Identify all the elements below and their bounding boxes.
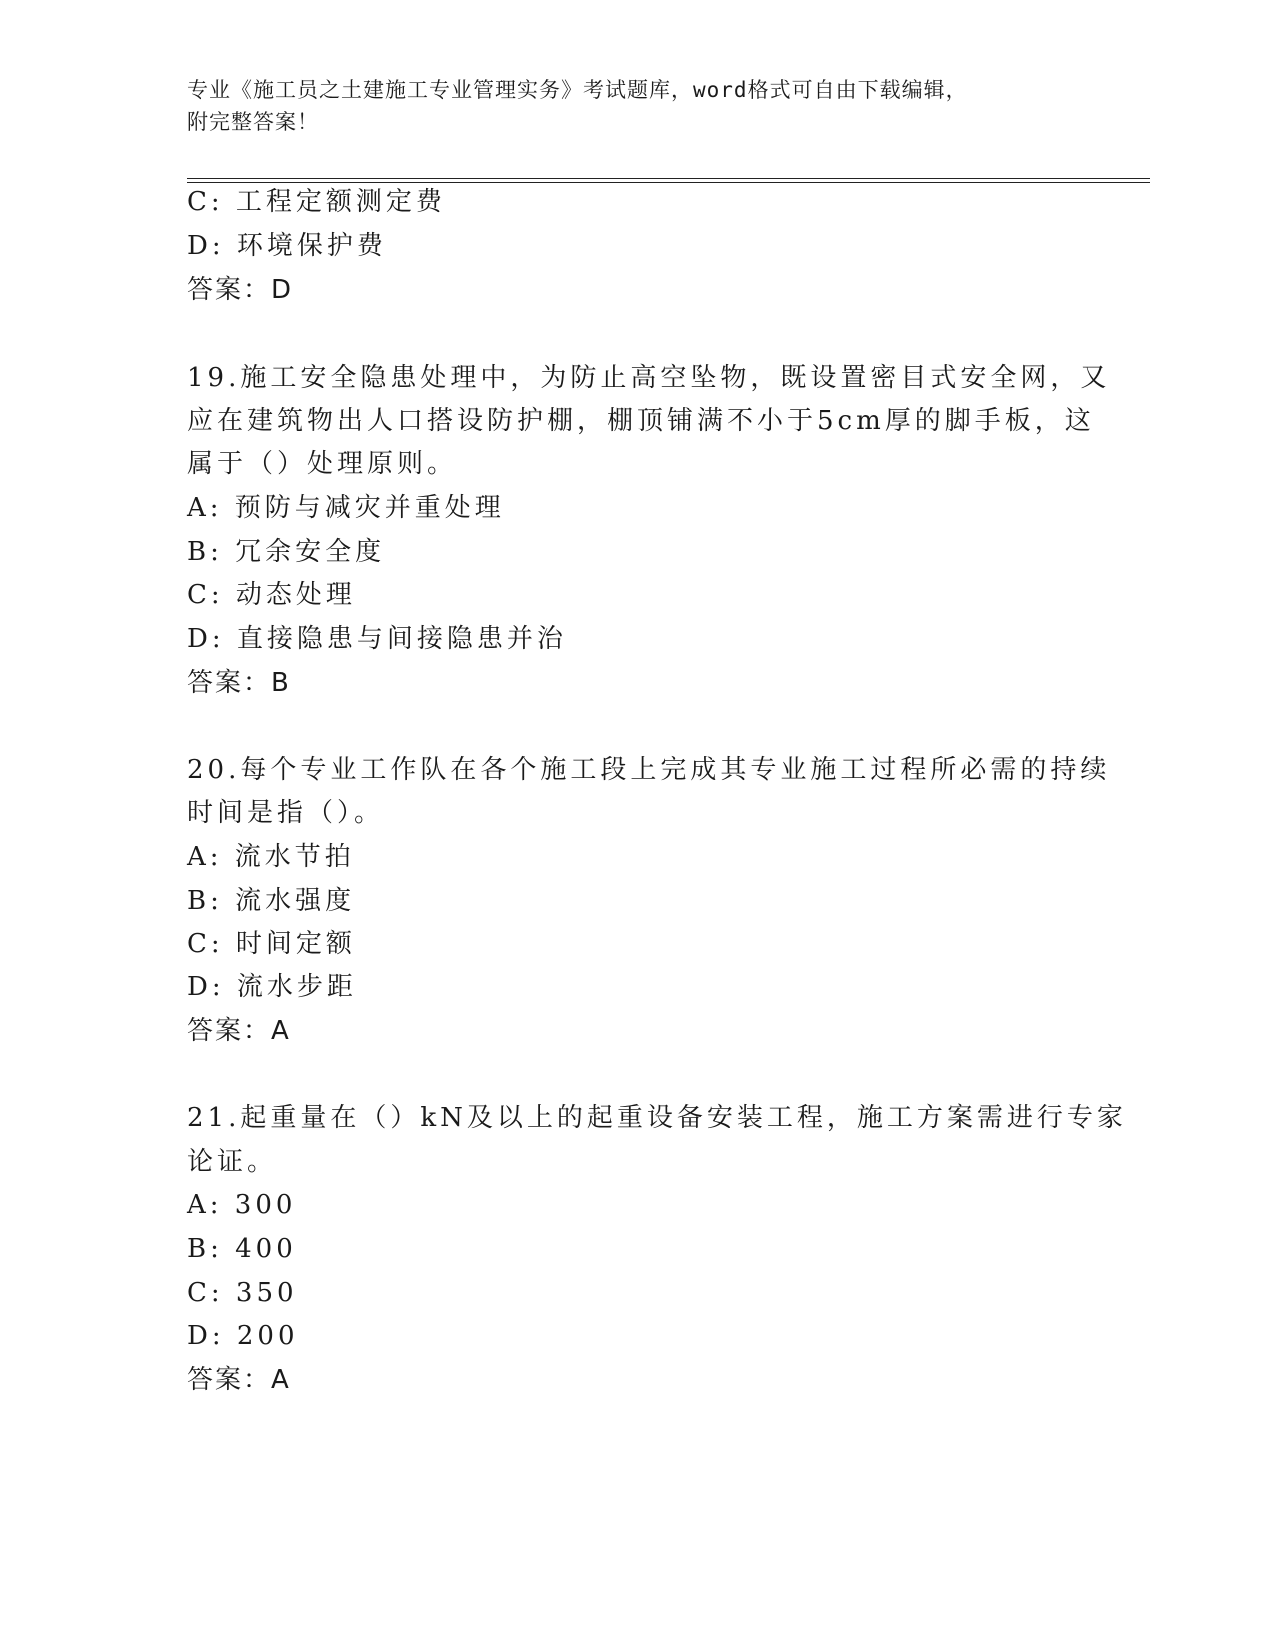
question-20-option-b: B: 流水强度 — [187, 886, 356, 916]
question-19-option-c: C: 动态处理 — [187, 580, 356, 610]
question-19-option-b: B: 冗余安全度 — [187, 537, 386, 567]
option-d: D: 环境保护费 — [187, 231, 387, 261]
question-20-answer: 答案：A — [187, 1016, 291, 1046]
header-divider — [187, 178, 1150, 183]
question-21-option-c: C: 350 — [187, 1278, 298, 1308]
question-20-option-c: C: 时间定额 — [187, 929, 356, 959]
header-line-1: 专业《施工员之土建施工专业管理实务》考试题库，word格式可自由下载编辑， — [187, 78, 968, 102]
question-21-option-b: B: 400 — [187, 1234, 297, 1264]
question-21-option-a: A: 300 — [187, 1190, 297, 1220]
header-line-2: 附完整答案！ — [187, 110, 319, 134]
question-20-option-d: D: 流水步距 — [187, 972, 357, 1002]
question-19-line-1: 19.施工安全隐患处理中，为防止高空坠物，既设置密目式安全网，又 — [187, 363, 1111, 393]
question-20-line-2: 时间是指（）。 — [187, 798, 385, 828]
option-c: C: 工程定额测定费 — [187, 187, 446, 217]
question-19-line-2: 应在建筑物出人口搭设防护棚，棚顶铺满不小于5cm厚的脚手板，这 — [187, 406, 1095, 436]
document-header — [187, 74, 1067, 138]
question-19-line-3: 属于（）处理原则。 — [187, 449, 458, 479]
question-21-line-1: 21.起重量在（）kN及以上的起重设备安装工程，施工方案需进行专家 — [187, 1103, 1127, 1133]
question-19-answer: 答案：B — [187, 668, 291, 698]
question-21-answer: 答案：A — [187, 1365, 291, 1395]
question-19-option-a: A: 预防与减灾并重处理 — [187, 493, 505, 523]
question-21-line-2: 论证。 — [187, 1147, 278, 1177]
question-20-line-1: 20.每个专业工作队在各个施工段上完成其专业施工过程所必需的持续 — [187, 755, 1111, 785]
answer-line: 答案：D — [187, 275, 294, 305]
question-19-option-d: D: 直接隐患与间接隐患并治 — [187, 624, 567, 654]
question-20-option-a: A: 流水节拍 — [187, 842, 355, 872]
question-21-option-d: D: 200 — [187, 1321, 299, 1351]
